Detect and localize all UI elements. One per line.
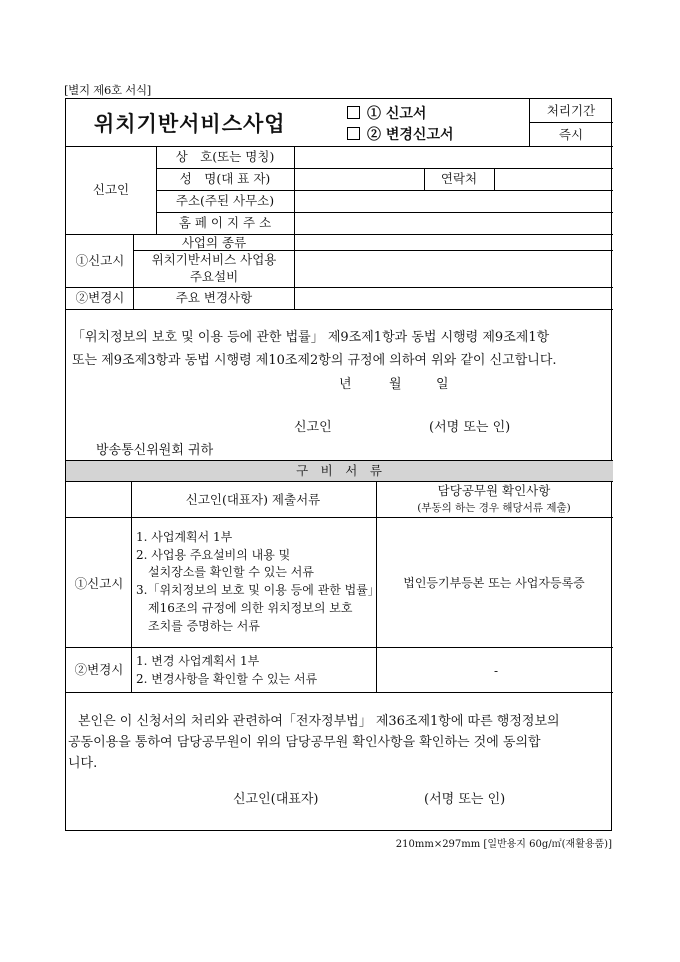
option-change-report[interactable] bbox=[347, 127, 454, 142]
list-item: 3.「위치정보의 보호 및 이용 등에 관한 법률」 bbox=[136, 583, 380, 597]
change-label: ②변경시 bbox=[75, 290, 125, 305]
declaration-line-1: 「위치정보의 보호 및 이용 등에 관한 법률」 제9조제1항과 동법 시행령 제9조제1항 bbox=[72, 330, 550, 345]
field-label-homepage: 홈 페 이 지 주 소 bbox=[178, 215, 272, 230]
processing-period-label: 처리기간 bbox=[546, 103, 596, 118]
consent-line-1: 본인은 이 신청서의 처리와 관련하여「전자정부법」 제36조제1항에 따른 행정정보의 bbox=[78, 714, 560, 729]
contact-label: 연락처 bbox=[440, 171, 478, 186]
form-number: [별지 제6호 서식] bbox=[64, 83, 151, 97]
applicant-label: 신고인 bbox=[92, 182, 130, 197]
divider bbox=[66, 460, 613, 461]
docs-change-label: ②변경시 bbox=[74, 662, 124, 677]
report-label: ①신고시 bbox=[75, 253, 125, 268]
application-form bbox=[65, 98, 612, 831]
divider bbox=[66, 647, 613, 648]
field-label-business-type: 사업의 종류 bbox=[181, 235, 247, 250]
form-title: 위치기반서비스사업 bbox=[94, 111, 286, 136]
company-name-input[interactable] bbox=[297, 148, 611, 167]
declaration-sign[interactable]: (서명 또는 인) bbox=[429, 420, 511, 435]
addressee: 방송통신위원회 귀하 bbox=[96, 443, 214, 458]
homepage-input[interactable] bbox=[297, 214, 611, 233]
field-label-equipment-cont: 주요설비 bbox=[189, 269, 239, 284]
divider bbox=[66, 287, 613, 288]
docs-report-label: ①신고시 bbox=[74, 576, 124, 591]
list-item: 1. 사업계획서 1부 bbox=[136, 530, 233, 544]
processing-period-value: 즉시 bbox=[558, 127, 584, 142]
list-item: 2. 사업용 주요설비의 내용 및 bbox=[136, 548, 291, 562]
divider bbox=[156, 190, 613, 191]
list-item: 조치를 증명하는 서류 bbox=[148, 619, 260, 633]
divider bbox=[66, 234, 613, 235]
consent-sign[interactable]: (서명 또는 인) bbox=[424, 792, 506, 807]
list-item: 제16조의 규정에 의한 위치정보의 보호 bbox=[148, 601, 353, 615]
divider bbox=[156, 168, 613, 169]
consent-line-2: 공동이용을 통하여 담당공무원이 위의 담당공무원 확인사항을 확인하는 것에 동의합 bbox=[68, 735, 541, 750]
field-label-equipment: 위치기반서비스 사업용 bbox=[151, 252, 277, 267]
col-header-submit: 신고인(대표자) 제출서류 bbox=[185, 492, 321, 507]
major-changes-input[interactable] bbox=[297, 289, 611, 308]
equipment-input[interactable] bbox=[297, 252, 611, 286]
divider bbox=[133, 250, 613, 251]
checkbox-change-report[interactable] bbox=[347, 127, 360, 140]
divider bbox=[424, 168, 425, 190]
representative-input[interactable] bbox=[297, 170, 422, 189]
divider bbox=[131, 481, 132, 692]
list-item: 1. 변경 사업계획서 1부 bbox=[136, 654, 260, 668]
date-year: 년 bbox=[339, 377, 352, 392]
list-item: 2. 변경사항을 확인할 수 있는 서류 bbox=[136, 672, 318, 686]
option-report-label: ① 신고서 bbox=[367, 106, 427, 122]
divider bbox=[133, 234, 134, 309]
documents-heading: 구 비 서 류 bbox=[296, 463, 382, 478]
date-day: 일 bbox=[436, 377, 449, 392]
field-label-company: 상 호(또는 명칭) bbox=[175, 149, 275, 164]
field-label-major-changes: 주요 변경사항 bbox=[175, 290, 253, 305]
option-report[interactable] bbox=[347, 106, 426, 121]
divider bbox=[156, 212, 613, 213]
option-change-label: ② 변경신고서 bbox=[367, 127, 454, 143]
paper-spec-footer: 210mm×297mm [일반용지 60g/㎡(재활용품)] bbox=[395, 839, 612, 850]
divider bbox=[66, 309, 613, 310]
consent-line-3: 니다. bbox=[68, 756, 98, 771]
docs-change-confirm: - bbox=[493, 664, 499, 678]
divider bbox=[494, 168, 495, 190]
col-header-confirm-note: (부동의 하는 경우 해당서류 제출) bbox=[417, 502, 571, 514]
divider bbox=[529, 122, 613, 123]
divider bbox=[66, 146, 613, 147]
divider bbox=[66, 692, 613, 693]
date-month: 월 bbox=[389, 377, 402, 392]
field-label-representative: 성 명(대 표 자) bbox=[179, 171, 271, 186]
col-header-confirm: 담당공무원 확인사항 bbox=[437, 483, 551, 498]
docs-report-confirm: 법인등기부등본 또는 사업자등록증 bbox=[403, 576, 585, 590]
address-input[interactable] bbox=[297, 192, 611, 211]
list-item: 설치장소를 확인할 수 있는 서류 bbox=[148, 565, 314, 579]
consent-signer: 신고인(대표자) bbox=[233, 792, 319, 807]
declaration-signer: 신고인 bbox=[294, 420, 332, 435]
business-type-input[interactable] bbox=[297, 236, 611, 249]
divider bbox=[66, 481, 613, 482]
contact-input[interactable] bbox=[497, 170, 611, 189]
declaration-line-2: 또는 제9조제3항과 동법 시행령 제10조제2항의 규정에 의하여 위와 같이 신고합니다. bbox=[72, 353, 557, 368]
field-label-address: 주소(주된 사무소) bbox=[175, 193, 275, 208]
divider bbox=[294, 146, 295, 309]
checkbox-report[interactable] bbox=[347, 106, 360, 119]
divider bbox=[156, 146, 157, 234]
divider bbox=[66, 517, 613, 518]
